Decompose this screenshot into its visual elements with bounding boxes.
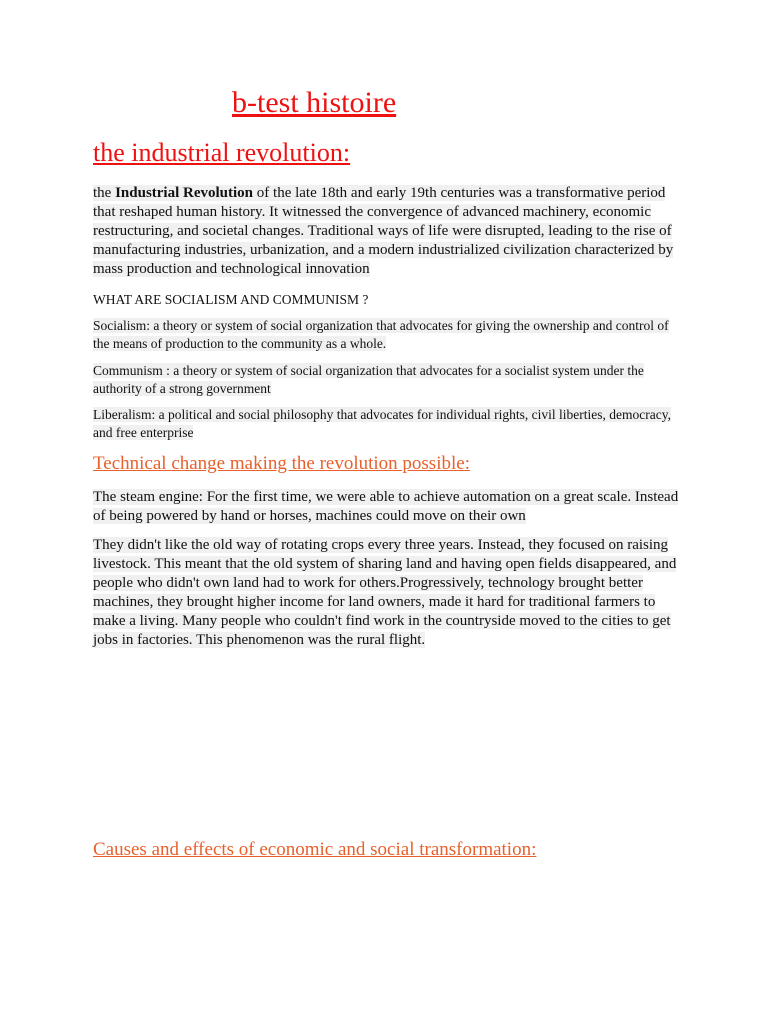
document-title: b-test histoire	[232, 86, 397, 119]
steam-engine-paragraph	[93, 488, 683, 526]
intro-prefix: the	[93, 185, 116, 201]
communism-text: Communism : a theory or system of social organization that advocates for a socialist system under the authority of a strong government	[93, 363, 644, 396]
intro-text: of the late 18th and early 19th centuries was a transformative period that reshaped human history. It witnessed the convergence of advanced machinery, economic restructuring, and societal changes. Traditional ways of life were disrupted, leading to the rise of manufacturing industries, urbanization, and a modern industrialized civilization characterized by mass production and technological innovation	[93, 185, 674, 277]
intro-bold-term: Industrial Revolution	[115, 185, 254, 201]
heading-technical-change: Technical change making the revolution possible:	[93, 453, 470, 474]
question-heading: WHAT ARE SOCIALISM AND COMMUNISM ?	[93, 292, 369, 307]
steam-engine-text: The steam engine: For the first time, we were able to achieve automation on a great scale. Instead of being powered by hand or horses, machines could move on their own	[93, 489, 679, 524]
liberalism-definition	[93, 406, 683, 442]
socialism-text: Socialism: a theory or system of social organization that advocates for giving the ownership and control of the means of production to the community as a whole.	[93, 318, 669, 351]
socialism-definition	[93, 317, 683, 353]
farming-paragraph	[93, 536, 683, 650]
communism-definition	[93, 362, 683, 398]
farming-text: They didn't like the old way of rotating crops every three years. Instead, they focused on raising livestock. This meant that the old system of sharing land and having open fields disappeared, and people who didn't own land had to work for others.Progressively, technology brought better machines, they brought higher income for land owners, made it hard for traditional farmers to make a living. Many people who couldn't find work in the countryside moved to the cities to get jobs in factories. This phenomenon was the rural flight.	[93, 537, 677, 648]
liberalism-text: Liberalism: a political and social philosophy that advocates for individual rights, civil liberties, democracy, and free enterprise	[93, 407, 671, 440]
intro-paragraph	[93, 184, 683, 279]
heading-industrial-revolution: the industrial revolution:	[93, 138, 351, 167]
heading-causes-effects: Causes and effects of economic and social transformation:	[93, 839, 537, 860]
